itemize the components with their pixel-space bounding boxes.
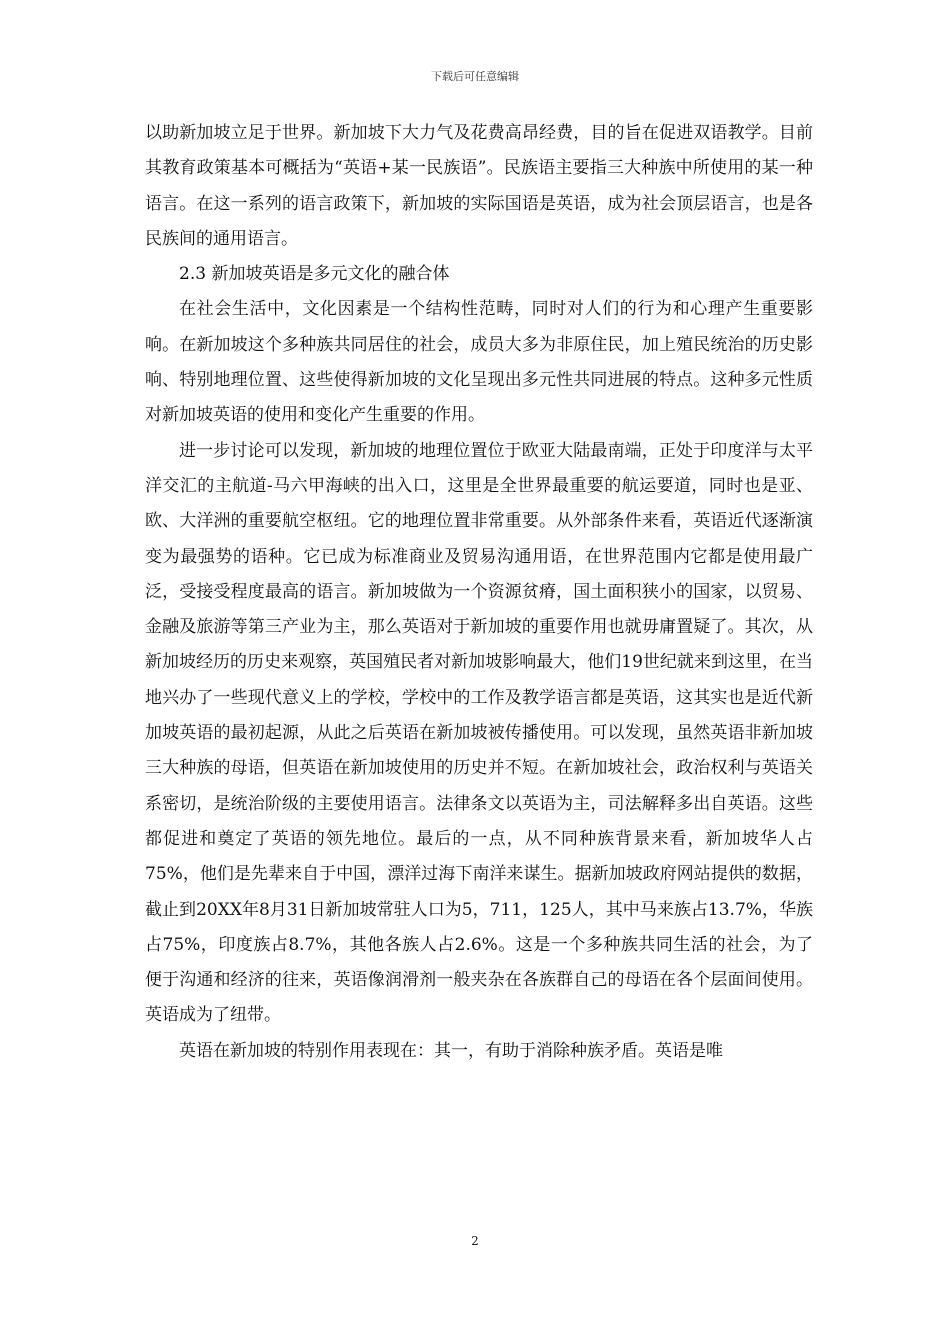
paragraph-geography: 进一步讨论可以发现，新加坡的地理位置位于欧亚大陆最南端，正处于印度洋与太平洋交汇的主航道-马六甲海峡的出入口，这里是全世界最重要的航运要道，同时也是亚、欧、大洋洲的重要航空枢纽。它的地理位置非常重要。从外部条件来看，英语近代逐渐演变为最强势的语种。它已成为标准商业及贸易沟通用语，在世界范围内它都是使用最广泛，受接受程度最高的语言。新加坡做为一个资源贫瘠，国土面积狭小的国家，以贸易、金融及旅游等第三产业为主，那么英语对于新加坡的重要作用也就毋庸置疑了。其次，从新加坡经历的历史来观察，英国殖民者对新加坡影响最大，他们19世纪就来到这里，在当地兴办了一些现代意义上的学校，学校中的工作及教学语言都是英语，这其实也是近代新加坡英语的最初起源，从此之后英语在新加坡被传播使用。可以发现，虽然英语非新加坡三大种族的母语，但英语在新加坡使用的历史并不短。在新加坡社会，政治权利与英语关系密切，是统治阶级的主要使用语言。法律条文以英语为主，司法解释多出自英语。这些都促进和奠定了英语的领先地位。最后的一点，从不同种族背景来看，新加坡华人占75%，他们是先辈来自于中国，漂洋过海下南洋来谋生。据新加坡政府网站提供的数据，截止到20XX年8月31日新加坡常驻人口为5，711，125人，其中马来族占13.7%，华族占75%，印度族占8.7%，其他各族人占2.6%。这是一个多种族共同生活的社会，为了便于沟通和经济的往来，英语像润滑剂一般夹杂在各族群自己的母语在各个层面间使用。英语成为了纽带。 — [145, 440, 813, 1026]
section-heading: 2.3 新加坡英语是多元文化的融合体 — [179, 264, 450, 285]
paragraph-special-role: 英语在新加坡的特别作用表现在：其一，有助于消除种族矛盾。英语是唯 — [179, 1040, 723, 1061]
document-body — [145, 116, 813, 1069]
page-number: 2 — [471, 1234, 479, 1248]
paragraph-continuation: 以助新加坡立足于世界。新加坡下大力气及花费高昂经费，目的旨在促进双语教学。目前其教育政策基本可概括为“英语+某一民族语”。民族语主要指三大种族中所使用的某一种语言。在这一系列的语言政策下，新加坡的实际国语是英语，成为社会顶层语言，也是各民族间的通用语言。 — [145, 123, 813, 249]
paragraph-culture: 在社会生活中，文化因素是一个结构性范畴，同时对人们的行为和心理产生重要影响。在新加坡这个多种族共同居住的社会，成员大多为非原住民，加上殖民统治的历史影响、特别地理位置、这些使得新加坡的文化呈现出多元性共同进展的特点。这种多元性质对新加坡英语的使用和变化产生重要的作用。 — [145, 299, 813, 426]
page-header: 下载后可任意编辑 — [431, 70, 519, 83]
